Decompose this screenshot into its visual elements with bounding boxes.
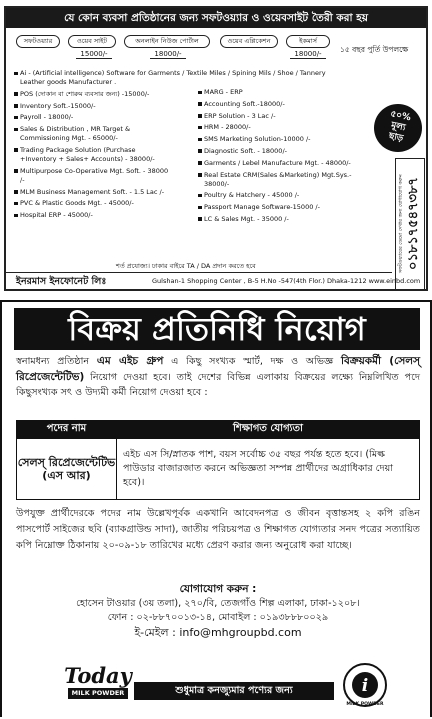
consumer-tagline: শুধুমাত্র কনজ্যুমার পণ্যের জন্য [134, 682, 334, 700]
list-item: LC & Sales Mgt. - 35000 /- [198, 215, 368, 224]
list-item: Real Estate CRM(Sales &Marketing) Mgt.Sys.- 38000/- [198, 171, 368, 189]
today-milk-powder-logo [62, 664, 134, 710]
intro-text: নিয়োগ দেওয়া হবে। তাই দেশের বিভিন্ন এলাকায় বিক্রয়ের লক্ষ্যে নিম্নলিখিত পদে কিছুসংখ্যক সৎ ও উদ্যমী কর্মী নিয়োগ দেওয়া হবে : [16, 371, 420, 398]
service-pill-ecommerce: ইকমার্স [286, 35, 330, 48]
role-name: বিক্রয়কর্মী (সেলস্ রিপ্রেজেন্টেটিভ) [16, 355, 421, 383]
company-address: Gulshan-1 Shopping Center , B-5 H.No -547(4th Flor.) Dhaka-1212 www.einbd.com [152, 277, 421, 285]
service-pill-website: ওয়েব সাইট [68, 35, 116, 48]
list-item: SMS Marketing Solution-10000 /- [198, 135, 368, 144]
list-item: PVC & Plastic Goods Mgt. - 45000/- [14, 199, 172, 208]
software-ad-banner: যে কোন ব্যবসা প্রতিষ্ঠানের জন্য সফটওয়্যার ও ওয়েবসাইট তৈরী করা হয় [6, 8, 426, 28]
phone-number[interactable]: ০১৮১৭৫৪৭৩৮৭ [406, 177, 421, 271]
list-item: Sales & Distribution , MR Target & Commissioning Mgt. - 65000/- [14, 125, 172, 143]
application-instructions: উপযুক্ত প্রার্থীদেরকে পদের নাম উল্লেখপূর্বক একখানি আবেদনপত্র ও জীবন বৃত্তান্তসহ ২ কপি রঙিন পাসপোর্ট সাইজের ছবি (ব্যাকগ্রাউন্ড সাদা), জাতীয় পরিচয়পত্র ও শিক্ষাগত যোগ্যতার সনদ পত্রের সত্যায়িত কপি নিম্নোক্ত ঠিকানায় ২০-০৯-১৮ তারিখের মধ্যে প্রেরণ করার জন্য অনুরোধ করা যাচ্ছে। [16, 508, 420, 551]
discount-text-2: ছাড় [387, 131, 405, 145]
service-pill-software: সফটওয়্যার [16, 35, 60, 48]
job-ad-title: বিক্রয় প্রতিনিধি নিয়োগ [14, 308, 420, 350]
job-ad [0, 300, 432, 717]
contact-email[interactable]: ই-মেইল : info@mhgroupbd.com [134, 625, 302, 639]
list-item: Hospital ERP - 45000/- [14, 211, 172, 220]
discount-text: মূল্য [390, 120, 407, 134]
post-name: সেলস্ রিপ্রেজেন্টেটিভ (এস আর) [17, 439, 117, 500]
list-item: Garments / Lebel Manufacture Mgt. - 48000/- [198, 159, 368, 168]
brand-strip [2, 658, 430, 719]
job-ad-intro [16, 354, 420, 401]
job-table [16, 420, 420, 500]
table-row [17, 439, 420, 500]
list-item: Accounting Soft.-18000/- [198, 100, 368, 109]
discount-badge [370, 100, 427, 157]
list-item: Inventory Soft.-15000/- [14, 102, 172, 111]
terms-note: শর্ত প্রযোজ্য। ঢাকার বাইরে TA / DA প্রদান করতে হবে [116, 262, 256, 270]
contact-address: হোসেন টাওয়ার (৩য় তলা), ২৭০/বি, তেজগাঁও শিল্প এলাকা, ঢাকা-১২০৮। [76, 597, 360, 609]
list-item: ERP Solution - 3 Lac /- [198, 112, 368, 121]
list-item: Diagnostic Soft. - 18000/- [198, 147, 368, 156]
table-header-qualification: শিক্ষাগত যোগ্যতা [117, 421, 420, 439]
list-item: HRM - 28000/- [198, 123, 368, 132]
demo-phone-box [395, 158, 425, 290]
intro-text: স্বনামধন্য প্রতিষ্ঠান [16, 356, 90, 367]
software-ad-footer [6, 272, 421, 289]
discount-percent: ৫০% [389, 109, 412, 124]
list-item: Payroll - 18000/- [14, 113, 172, 122]
i-milk-powder-logo [342, 662, 388, 708]
service-price-website: 15000/- [76, 49, 112, 59]
software-list-right [198, 88, 368, 227]
list-item: MARG - ERP [198, 88, 368, 97]
i-logo-subtext: MILK POWDER [346, 702, 384, 707]
list-item: Passport Manage Software-15000 /- [198, 203, 368, 212]
list-item: MLM Business Management Soft. - 1.5 Lac /- [14, 188, 172, 197]
i-logo-letter: i [361, 676, 369, 696]
list-item: POS (দোকান বা শোরুম ব্যবসার জন্য) -15000/- [14, 90, 172, 99]
software-ad [4, 6, 428, 291]
company-name: ইনরমাস ইনফোনেট লিঃ [16, 276, 107, 287]
qualification-text: এইচ এস সি/স্নাতক পাশ, বয়স সর্বোচ্চ ৩৫ বছর পর্যন্ত হতে হবে। (মিল্ক পাউডার বাজারজাত করনে অভিজ্ঞতা সম্পন্ন প্রার্থীদের অগ্রাধিকার দেয়া হবে)। [117, 439, 420, 500]
service-price-news-portal: 18000/- [150, 49, 186, 59]
today-logo-text: Today [64, 663, 132, 688]
contact-phone: ফোন : ০২-৮৮৭০০১৩-১৪, মোবাইল : ০১৯৩৮৮৮০০২৯ [107, 612, 329, 623]
service-pill-news-portal: অনলাইন নিউজ পোর্টাল [124, 35, 210, 48]
anniversary-text: ১৫ বছর পুর্তি উপলক্ষে [340, 45, 409, 54]
today-logo-subtext: MILK POWDER [68, 688, 128, 699]
service-price-ecommerce: 18000/- [290, 49, 326, 59]
list-item: Poultry & Hatchery - 45000 /- [198, 191, 368, 200]
list-item: Multipurpose Co-Operative Mgt. Soft. - 38000 /- [14, 167, 172, 185]
list-item: Ai - (Artificial intelligence) Software for Garments / Textile Miles / Spining Mils / Shoe / Tannery Leather goods Manufacturer . [14, 69, 344, 87]
contact-heading: যোগাযোগ করুন : [179, 583, 257, 595]
service-pill-web-app: ওয়েব এপ্লিকেশন [220, 35, 278, 48]
intro-text: এ কিছু সংখ্যক স্মার্ট, দক্ষ ও অভিজ্ঞ [171, 356, 334, 367]
table-header-post: পদের নাম [17, 421, 117, 439]
list-item: Trading Package Solution (Purchase +Inventory + Sales+ Accounts) - 38000/- [14, 146, 172, 164]
company-name: এম এইচ গ্রুপ [96, 355, 164, 367]
phone-caption: সফটওয়্যারের ডেমো দেখার জন্য যোগাযোগ করুন [398, 174, 404, 274]
contact-block [16, 582, 420, 640]
